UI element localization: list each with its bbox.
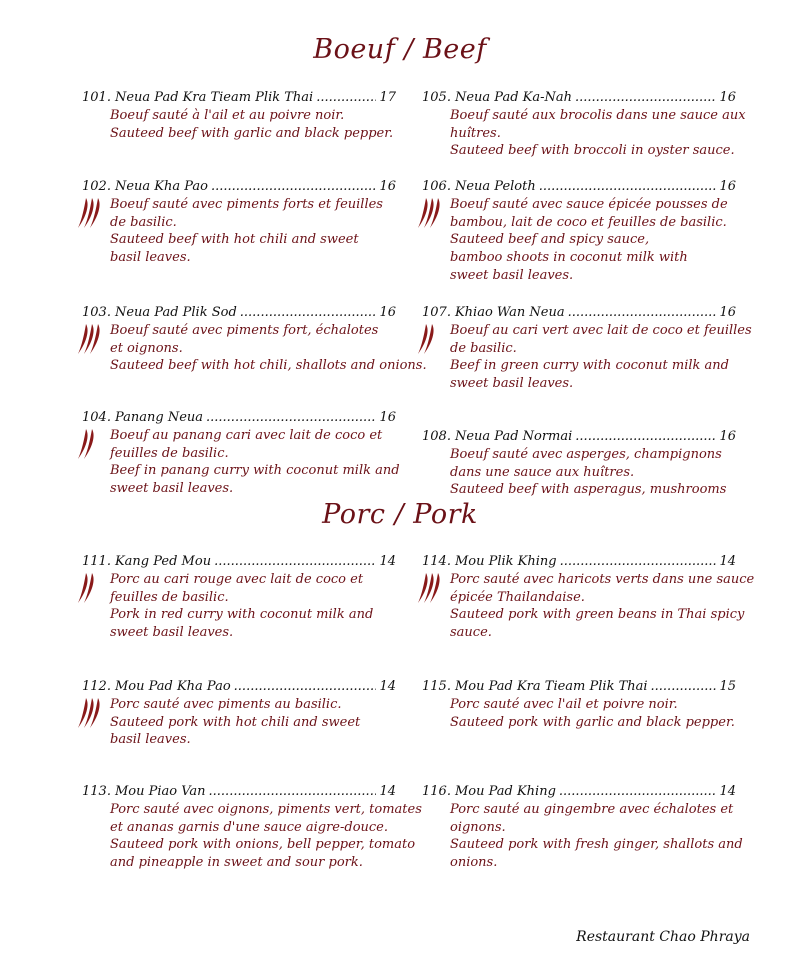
menu-item: [422, 89, 746, 160]
item-number: 116.: [422, 784, 451, 799]
description-line: dans une sauce aux huîtres.: [450, 464, 635, 480]
menu-item: [422, 678, 736, 731]
item-number: 105.: [422, 90, 451, 105]
item-price: 16: [719, 179, 736, 194]
chili-spice-icon: [76, 323, 104, 355]
menu-item: [422, 553, 755, 642]
menu-item: [82, 304, 427, 375]
menu-item-header: [82, 304, 396, 322]
description-line: sweet basil leaves.: [450, 376, 574, 392]
description-line: Porc sauté avec l'ail et poivre noir.: [450, 696, 678, 712]
dot-leader: [206, 409, 376, 427]
restaurant-name: Restaurant Chao Phraya: [576, 929, 750, 945]
item-name: Mou Piao Van: [114, 784, 206, 799]
item-price: 16: [379, 410, 396, 425]
item-number: 114.: [422, 554, 451, 569]
item-price: 16: [719, 305, 736, 320]
description-line: Boeuf sauté avec piments fort, échalotes: [110, 322, 379, 338]
menu-item: [82, 89, 396, 142]
dot-leader: [559, 783, 717, 801]
item-number: 108.: [422, 429, 451, 444]
description-line: Beef in green curry with coconut milk and: [450, 358, 729, 374]
item-price: 14: [719, 554, 736, 569]
dot-leader: [651, 678, 717, 696]
item-name: Neua Kha Pao: [114, 179, 208, 194]
description-line: bamboo shoots in coconut milk with: [450, 250, 688, 266]
item-description: [422, 446, 736, 499]
menu-item: [82, 409, 400, 498]
item-name: Mou Pad Kha Pao: [114, 679, 231, 694]
item-price: 16: [719, 90, 736, 105]
menu-item: [422, 783, 743, 872]
item-number: 107.: [422, 305, 451, 320]
item-number: 113.: [82, 784, 111, 799]
description-line: Porc au cari rouge avec lait de coco et: [110, 571, 364, 587]
item-price: 16: [719, 429, 736, 444]
menu-item: [422, 304, 752, 393]
chili-spice-icon: [76, 572, 104, 604]
menu-item: [82, 178, 396, 267]
chili-spice-icon: [416, 323, 444, 355]
item-price: 17: [379, 90, 396, 105]
description-line: Sauteed pork with hot chili and sweet: [110, 714, 361, 730]
menu-item-header: [422, 678, 736, 696]
description-line: et oignons.: [110, 340, 183, 356]
menu-item: [82, 553, 396, 642]
description-line: Sauteed pork with fresh ginger, shallots and: [450, 837, 743, 853]
menu-item-header: [422, 178, 736, 196]
menu-item-header: [82, 89, 396, 107]
description-line: Sauteed beef with broccoli in oyster sauce.: [450, 143, 735, 159]
dot-leader: [575, 89, 716, 107]
item-number: 101.: [82, 90, 111, 105]
item-description: [422, 801, 743, 872]
description-line: Sauteed beef with garlic and black pepper.: [110, 125, 394, 141]
description-line: Boeuf sauté avec asperges, champignons: [450, 446, 722, 462]
menu-item-header: [422, 89, 736, 107]
menu-item: [422, 428, 736, 499]
item-name: Mou Pad Kra Tieam Plik Thai: [454, 679, 648, 694]
item-price: 14: [379, 554, 396, 569]
item-name: Neua Pad Ka-Nah: [454, 90, 572, 105]
item-description: [82, 696, 396, 749]
item-name: Khiao Wan Neua: [454, 305, 565, 320]
description-line: Sauteed pork with green beans in Thai spicy: [450, 607, 745, 623]
menu-item-header: [422, 428, 736, 446]
description-line: oignons.: [450, 819, 506, 835]
dot-leader: [211, 178, 376, 196]
item-description: [82, 196, 396, 267]
dot-leader: [214, 553, 376, 571]
dot-leader: [316, 89, 376, 107]
chili-spice-icon: [76, 697, 104, 729]
item-number: 106.: [422, 179, 451, 194]
item-name: Kang Ped Mou: [114, 554, 212, 569]
chili-spice-icon: [76, 428, 104, 460]
chili-spice-icon: [76, 197, 104, 229]
dot-leader: [560, 553, 717, 571]
dot-leader: [539, 178, 717, 196]
description-line: Boeuf sauté à l'ail et au poivre noir.: [110, 107, 345, 123]
item-name: Neua Peloth: [454, 179, 536, 194]
description-line: Sauteed pork with onions, bell pepper, tomato: [110, 837, 416, 853]
item-number: 112.: [82, 679, 111, 694]
description-line: Porc sauté avec piments au basilic.: [110, 696, 342, 712]
item-number: 103.: [82, 305, 111, 320]
item-price: 15: [719, 679, 736, 694]
description-line: sweet basil leaves.: [110, 481, 234, 497]
dot-leader: [234, 678, 377, 696]
menu-item-header: [82, 409, 396, 427]
description-line: Boeuf au cari vert avec lait de coco et feuilles: [450, 322, 752, 338]
item-price: 14: [719, 784, 736, 799]
description-line: feuilles de basilic.: [110, 445, 229, 461]
description-line: Porc sauté avec oignons, piments vert, tomates: [110, 801, 422, 817]
section-title-pork: Porc / Pork: [322, 499, 478, 530]
item-name: Neua Pad Plik Sod: [114, 305, 237, 320]
item-description: [82, 427, 400, 498]
description-line: Boeuf sauté aux brocolis dans une sauce aux: [450, 107, 746, 123]
menu-item: [422, 178, 736, 285]
description-line: basil leaves.: [110, 250, 191, 266]
item-description: [82, 107, 396, 143]
item-name: Panang Neua: [114, 410, 204, 425]
item-price: 14: [379, 679, 396, 694]
chili-spice-icon: [416, 572, 444, 604]
item-number: 104.: [82, 410, 111, 425]
description-line: Boeuf sauté avec piments forts et feuilles: [110, 196, 383, 212]
description-line: basil leaves.: [110, 732, 191, 748]
menu-item: [82, 678, 396, 749]
item-price: 16: [379, 305, 396, 320]
menu-item-header: [82, 678, 396, 696]
description-line: and pineapple in sweet and sour pork.: [110, 855, 363, 871]
description-line: onions.: [450, 855, 498, 871]
menu-item-header: [82, 553, 396, 571]
description-line: Boeuf sauté avec sauce épicée pousses de: [450, 196, 728, 212]
item-description: [82, 801, 422, 872]
description-line: feuilles de basilic.: [110, 589, 229, 605]
dot-leader: [575, 428, 716, 446]
menu-item-header: [422, 553, 736, 571]
description-line: Sauteed beef with asperagus, mushrooms: [450, 482, 727, 498]
menu-item-header: [82, 783, 396, 801]
description-line: huîtres.: [450, 125, 501, 141]
description-line: sauce.: [450, 625, 492, 641]
description-line: Porc sauté avec haricots verts dans une sauce: [450, 571, 755, 587]
menu-item-header: [82, 178, 396, 196]
description-line: sweet basil leaves.: [110, 625, 234, 641]
menu-item-header: [422, 304, 736, 322]
chili-spice-icon: [416, 197, 444, 229]
item-name: Neua Pad Kra Tieam Plik Thai: [114, 90, 314, 105]
menu-item-header: [422, 783, 736, 801]
description-line: sweet basil leaves.: [450, 267, 574, 283]
item-description: [422, 696, 736, 732]
description-line: bambou, lait de coco et feuilles de basilic.: [450, 214, 727, 230]
item-description: [82, 322, 427, 375]
description-line: épicée Thailandaise.: [450, 589, 585, 605]
menu-item: [82, 783, 422, 872]
item-number: 111.: [82, 554, 111, 569]
description-line: Sauteed pork with garlic and black pepper.: [450, 714, 735, 730]
dot-leader: [568, 304, 717, 322]
description-line: de basilic.: [110, 214, 177, 230]
item-number: 102.: [82, 179, 111, 194]
item-price: 14: [379, 784, 396, 799]
description-line: de basilic.: [450, 340, 517, 356]
dot-leader: [209, 783, 377, 801]
description-line: Sauteed beef with hot chili and sweet: [110, 232, 359, 248]
description-line: Boeuf au panang cari avec lait de coco et: [110, 427, 383, 443]
item-name: Mou Plik Khing: [454, 554, 557, 569]
description-line: et ananas garnis d'une sauce aigre-douce.: [110, 819, 388, 835]
item-number: 115.: [422, 679, 451, 694]
description-line: Sauteed beef and spicy sauce,: [450, 232, 650, 248]
item-description: [422, 322, 752, 393]
item-name: Neua Pad Normai: [454, 429, 573, 444]
section-title-beef: Boeuf / Beef: [313, 34, 487, 65]
dot-leader: [240, 304, 377, 322]
description-line: Beef in panang curry with coconut milk and: [110, 463, 400, 479]
description-line: Porc sauté au gingembre avec échalotes et: [450, 801, 734, 817]
item-description: [422, 196, 736, 285]
description-line: Pork in red curry with coconut milk and: [110, 607, 374, 623]
item-price: 16: [379, 179, 396, 194]
item-description: [422, 107, 746, 160]
description-line: Sauteed beef with hot chili, shallots and onions.: [110, 358, 427, 374]
item-description: [82, 571, 396, 642]
item-description: [422, 571, 755, 642]
item-name: Mou Pad Khing: [454, 784, 556, 799]
